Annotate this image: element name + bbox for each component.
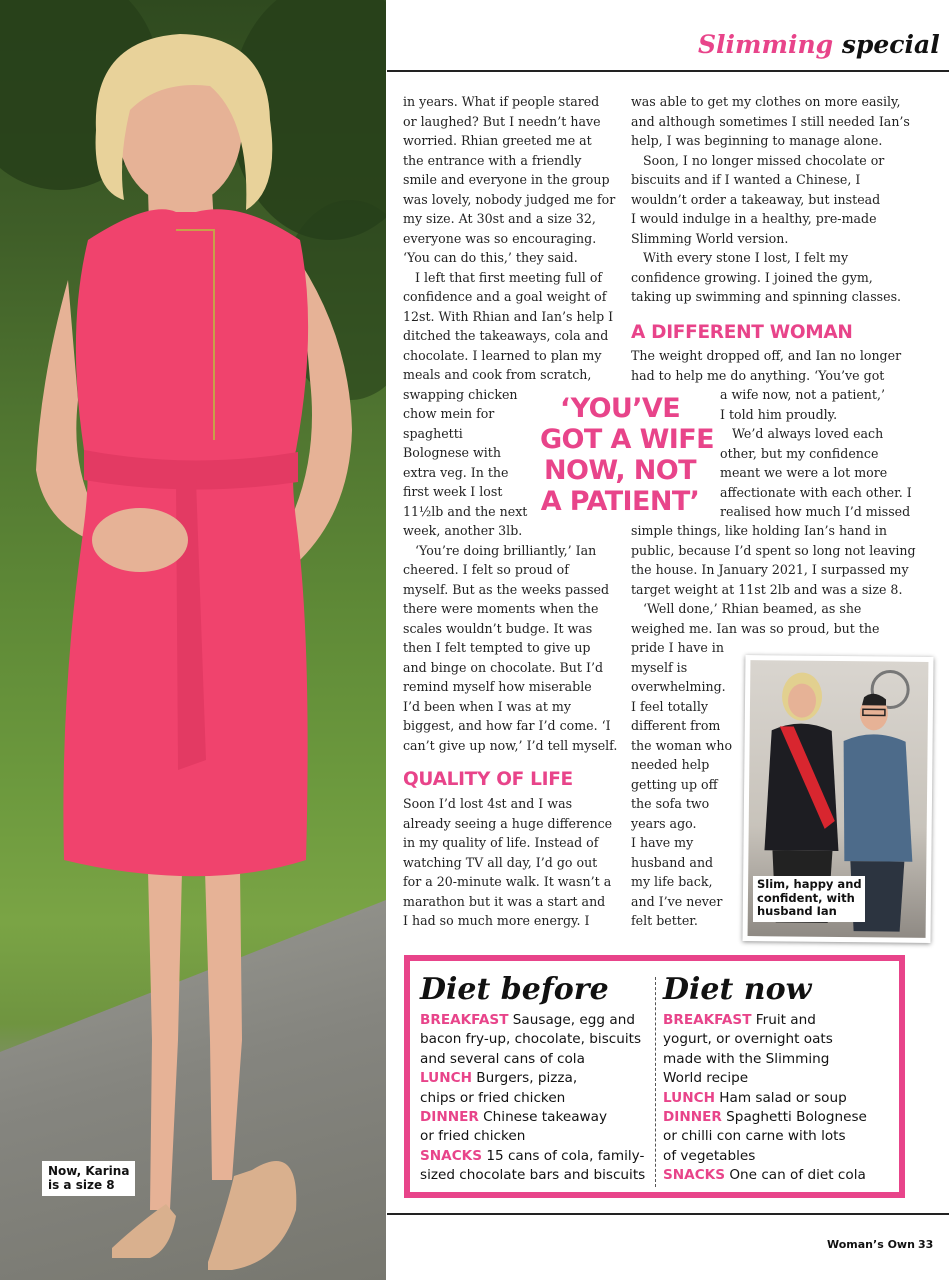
page-number: 33 <box>918 1238 934 1251</box>
column-2-top: was able to get my clothes on more easily, and although sometimes I still needed Ian’s help, I was beginning to manage alone. Soon, I no longer missed chocolate or biscuits and if I wanted a Chinese, I wouldn’t order a takeaway, but instead I would indulge in a healthy, pre-made Slimming World version. With every stone I lost, I felt my confidence growing. I joined the gym, taking up swimming and spinning classes. <box>631 94 910 304</box>
section-header <box>698 30 940 59</box>
photo-caption <box>42 1161 135 1196</box>
diet-now-lunch: LUNCH Ham salad or soup <box>663 1089 847 1106</box>
diet-now-title: Diet now <box>663 972 812 1007</box>
pull-quote: ‘YOU’VE GOT A WIFE NOW, NOT A PATIENT’ <box>540 393 714 517</box>
diet-box <box>404 955 905 1198</box>
subhead-different-woman: A DIFFERENT WOMAN <box>631 322 853 343</box>
subhead-quality-of-life: QUALITY OF LIFE <box>403 769 573 790</box>
diet-before-lunch: LUNCH Burgers, pizza, <box>420 1070 578 1087</box>
top-rule <box>387 70 949 72</box>
diet-now-column: Diet now BREAKFAST Fruit and yogurt, or overnight oats made with the Slimming World recipe LUNCH Ham salad or soup DINNER Spaghetti Bolognese or chilli con carne with lots of vegetables SNACKS One can of diet cola <box>663 971 867 1186</box>
diet-divider <box>655 977 656 1187</box>
column-1-intro: in years. What if people stared or laughed? But I needn’t have worried. Rhian greeted me at the entrance with a friendly smile and everyone in the group was lovely, nobody judged me for my size. At 30st and a size 32, everyone was so encouraging. ‘You can do this,’ they said. I left that first meeting full of confidence and a goal weight of 12st. With Rhian and Ian’s help I ditched the takeaways, cola and chocolate. I learned to plan my meals and cook from scratch, swapping chicken chow mein for spaghetti Bolognese with extra veg. In the first week I lost 11½lb and the next week, another 3lb. ‘You’re doing brilliantly,’ Ian cheered. I felt so proud of myself. But as the weeks passed there were moments when the scales wouldn’t budge. It was then I felt tempted to give up and binge on chocolate. But I’d remind myself how miserable I’d been when I was at my biggest, and how far I’d come. ‘I can’t give up now,’ I’d tell myself. <box>403 94 618 753</box>
diet-before-dinner: DINNER Chinese takeaway <box>420 1109 608 1126</box>
inset-caption-line: Slim, happy and <box>757 877 862 891</box>
inset-caption <box>753 876 865 922</box>
diet-now-snacks: SNACKS One can of diet cola <box>663 1167 866 1184</box>
bottom-rule <box>387 1213 949 1215</box>
diet-now-dinner: DINNER Spaghetti Bolognese <box>663 1109 867 1126</box>
diet-before-snacks: SNACKS 15 cans of cola, family- <box>420 1147 645 1164</box>
photo-caption-line: is a size 8 <box>48 1178 115 1192</box>
column-2-wrap: a wife now, not a patient,’ I told him proudly. We’d always loved each other, but my confidence meant we were a lot more affectionate with each other. I realised how much I’d missed <box>720 387 912 519</box>
column-2-para4: The weight dropped off, and Ian no longer had to help me do anything. ‘You’ve got <box>631 348 902 383</box>
diet-before-title: Diet before <box>420 972 609 1007</box>
magazine-name: Woman’s Own <box>827 1238 915 1251</box>
column-2-mid: simple things, like holding Ian’s hand in public, because I’d spent so long not leaving the house. In January 2021, I surpassed my target weight at 11st 2lb and was a size 8. ‘Well done,’ Rhian beamed, as she weighed me. Ian was so proud, but the pride I have in myself is overwhelming. I feel totally different from the woman who needed help getting up off the sofa two years ago. I have my husband and my life back, and I’ve never felt better. <box>631 523 916 928</box>
photo-caption-line: Now, Karina <box>48 1164 130 1178</box>
diet-before-column: Diet before BREAKFAST Sausage, egg and bacon fry-up, chocolate, biscuits and several cans of cola LUNCH Burgers, pizza, chips or fried chicken DINNER Chinese takeaway or fried chicken SNACKS 15 cans of cola, family- sized chocolate bars and biscuits <box>420 972 646 1184</box>
main-photo <box>0 0 386 1280</box>
inset-caption-line: confident, with <box>757 890 855 905</box>
header-slimming: Slimming <box>698 30 834 59</box>
diet-now-breakfast: BREAKFAST Fruit and <box>663 1012 816 1028</box>
diet-before-breakfast: BREAKFAST Sausage, egg and <box>420 1012 635 1028</box>
woman-figure <box>0 0 386 1280</box>
column-1-end: Soon I’d lost 4st and I was already seeing a huge difference in my quality of life. Instead of watching TV all day, I’d go out for a 20-minute walk. It wasn’t a marathon but it was a start and I had so much more energy. I <box>403 796 613 928</box>
inset-caption-line: husband Ian <box>757 904 837 918</box>
header-special: special <box>833 30 940 59</box>
